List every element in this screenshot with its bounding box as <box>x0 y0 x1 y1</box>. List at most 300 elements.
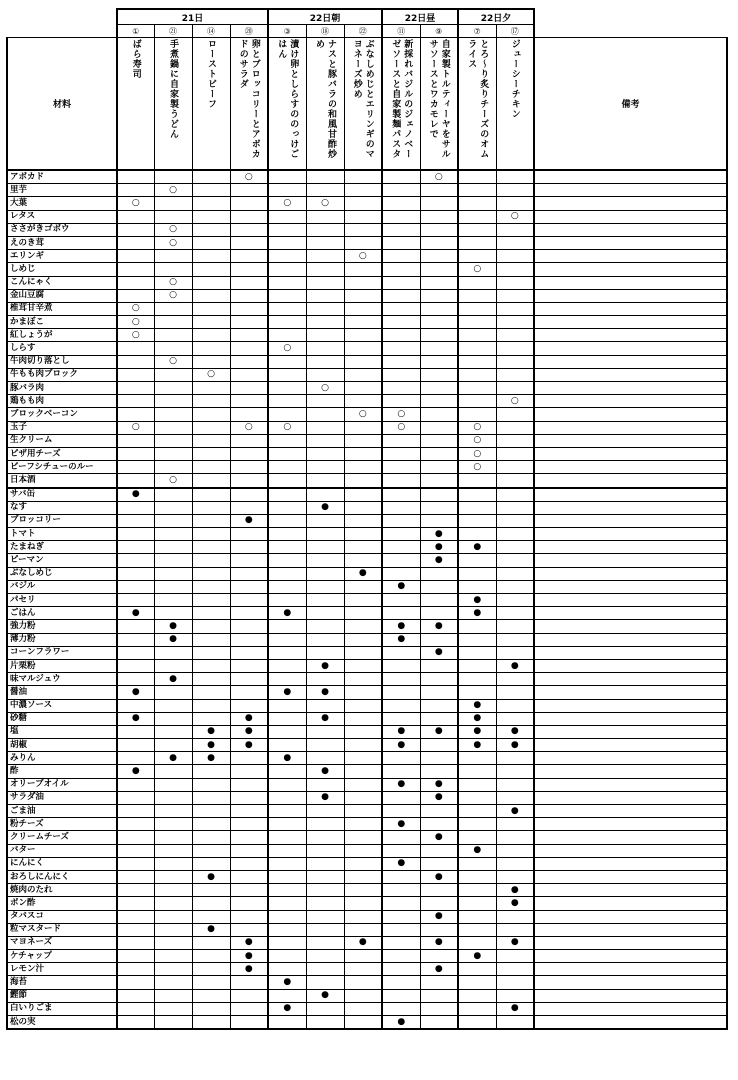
usage-mark <box>268 884 306 897</box>
usage-mark: ● <box>154 673 192 686</box>
usage-mark: ● <box>306 659 344 672</box>
notes-cell <box>534 408 727 421</box>
usage-mark <box>344 263 382 276</box>
notes-cell <box>534 223 727 236</box>
usage-mark <box>306 805 344 818</box>
usage-mark: ● <box>382 1016 420 1030</box>
notes-cell <box>534 474 727 488</box>
usage-mark <box>192 818 230 831</box>
usage-mark: ● <box>192 739 230 752</box>
usage-mark <box>230 673 268 686</box>
usage-mark <box>496 831 534 844</box>
usage-mark <box>496 989 534 1002</box>
usage-mark <box>344 355 382 368</box>
usage-mark <box>458 329 496 342</box>
usage-mark <box>268 170 306 184</box>
dish-name: 自家製トルティーヤをサルサソースとワカモレで <box>427 39 450 159</box>
table-row <box>7 712 727 725</box>
notes-cell <box>534 963 727 976</box>
ingredient-name: なす <box>7 501 117 514</box>
usage-mark <box>154 989 192 1002</box>
usage-mark <box>154 831 192 844</box>
notes-cell <box>534 514 727 527</box>
notes-cell <box>534 434 727 447</box>
usage-mark <box>306 236 344 249</box>
ingredient-name: えのき茸 <box>7 236 117 249</box>
usage-mark <box>268 580 306 593</box>
dish-header-cell <box>496 38 534 171</box>
table-row <box>7 395 727 408</box>
usage-mark: ● <box>382 818 420 831</box>
usage-mark: ● <box>420 541 458 554</box>
table-row <box>7 382 727 395</box>
table-row <box>7 329 727 342</box>
usage-mark <box>154 434 192 447</box>
usage-mark <box>154 686 192 699</box>
usage-mark: ○ <box>117 421 154 434</box>
notes-cell <box>534 936 727 949</box>
usage-mark <box>117 276 154 289</box>
usage-mark <box>306 976 344 989</box>
usage-mark <box>192 302 230 315</box>
usage-mark <box>420 514 458 527</box>
dish-header-cell <box>458 38 496 171</box>
usage-mark <box>154 897 192 910</box>
usage-mark <box>344 884 382 897</box>
usage-mark <box>268 501 306 514</box>
usage-mark <box>268 302 306 315</box>
table-row <box>7 276 727 289</box>
usage-mark <box>458 936 496 949</box>
table-row <box>7 434 727 447</box>
usage-mark: ○ <box>117 197 154 210</box>
usage-mark <box>192 699 230 712</box>
usage-mark <box>420 976 458 989</box>
usage-mark <box>420 752 458 765</box>
usage-mark <box>306 434 344 447</box>
usage-mark <box>192 989 230 1002</box>
ingredient-name: ぶなしめじ <box>7 567 117 580</box>
usage-mark <box>230 223 268 236</box>
usage-mark <box>420 368 458 381</box>
usage-mark: ● <box>268 1002 306 1015</box>
usage-mark: ● <box>458 950 496 963</box>
ingredient-name: 酢 <box>7 765 117 778</box>
usage-mark <box>268 210 306 223</box>
notes-cell <box>534 989 727 1002</box>
usage-mark <box>496 263 534 276</box>
usage-mark <box>344 910 382 923</box>
table-row <box>7 805 727 818</box>
usage-mark <box>458 778 496 791</box>
usage-mark <box>458 528 496 541</box>
usage-mark <box>420 263 458 276</box>
notes-blank <box>534 25 727 38</box>
usage-mark <box>306 355 344 368</box>
usage-mark <box>117 395 154 408</box>
usage-mark <box>344 528 382 541</box>
usage-mark <box>458 236 496 249</box>
usage-mark <box>117 923 154 936</box>
usage-mark <box>306 897 344 910</box>
usage-mark <box>154 725 192 738</box>
usage-mark <box>382 976 420 989</box>
usage-mark <box>192 474 230 488</box>
dish-number: ㉒ <box>344 25 382 38</box>
usage-mark <box>268 1016 306 1030</box>
usage-mark <box>458 989 496 1002</box>
usage-mark: ● <box>420 910 458 923</box>
usage-mark <box>268 659 306 672</box>
usage-mark <box>344 857 382 870</box>
notes-cell <box>534 197 727 210</box>
usage-mark <box>496 501 534 514</box>
usage-mark <box>382 263 420 276</box>
usage-mark <box>117 805 154 818</box>
usage-mark <box>382 752 420 765</box>
usage-mark: ○ <box>117 329 154 342</box>
usage-mark <box>496 673 534 686</box>
usage-mark <box>306 910 344 923</box>
ingredient-name: パセリ <box>7 594 117 607</box>
usage-mark <box>382 316 420 329</box>
usage-mark <box>154 1002 192 1015</box>
usage-mark <box>344 963 382 976</box>
usage-mark <box>496 620 534 633</box>
table-row <box>7 857 727 870</box>
usage-mark <box>268 236 306 249</box>
usage-mark <box>344 316 382 329</box>
usage-mark <box>230 752 268 765</box>
usage-mark <box>382 541 420 554</box>
usage-mark <box>230 302 268 315</box>
ingredient-name: オリーブオイル <box>7 778 117 791</box>
usage-mark <box>382 395 420 408</box>
usage-mark <box>154 857 192 870</box>
notes-cell <box>534 250 727 263</box>
usage-mark <box>117 461 154 474</box>
usage-mark <box>496 474 534 488</box>
usage-mark <box>192 791 230 804</box>
usage-mark <box>306 752 344 765</box>
usage-mark <box>230 646 268 659</box>
usage-mark: ○ <box>382 408 420 421</box>
notes-blank <box>534 9 727 25</box>
usage-mark <box>458 870 496 883</box>
usage-mark <box>458 316 496 329</box>
usage-mark <box>344 541 382 554</box>
usage-mark <box>192 884 230 897</box>
ingredient-name: サバ缶 <box>7 488 117 502</box>
usage-mark <box>230 236 268 249</box>
usage-mark <box>192 554 230 567</box>
notes-cell <box>534 897 727 910</box>
usage-mark <box>268 989 306 1002</box>
usage-mark <box>192 236 230 249</box>
usage-mark <box>420 818 458 831</box>
usage-mark <box>420 765 458 778</box>
usage-mark <box>382 673 420 686</box>
usage-mark <box>192 541 230 554</box>
usage-mark <box>117 950 154 963</box>
notes-cell <box>534 501 727 514</box>
usage-mark <box>344 897 382 910</box>
usage-mark <box>306 633 344 646</box>
usage-mark <box>268 870 306 883</box>
usage-mark <box>344 184 382 197</box>
usage-mark <box>117 646 154 659</box>
usage-mark <box>382 170 420 184</box>
usage-mark <box>344 778 382 791</box>
usage-mark <box>306 725 344 738</box>
usage-mark: ● <box>496 884 534 897</box>
usage-mark <box>230 791 268 804</box>
usage-mark <box>382 831 420 844</box>
usage-mark <box>382 1002 420 1015</box>
usage-mark <box>230 844 268 857</box>
usage-mark <box>382 289 420 302</box>
usage-mark <box>268 712 306 725</box>
notes-cell <box>534 289 727 302</box>
notes-cell <box>534 1002 727 1015</box>
usage-mark: ● <box>230 950 268 963</box>
usage-mark <box>268 699 306 712</box>
table-row <box>7 659 727 672</box>
usage-mark <box>268 567 306 580</box>
usage-mark <box>306 528 344 541</box>
usage-mark <box>496 447 534 460</box>
usage-mark <box>420 686 458 699</box>
ingredient-name: ビーフシチューのルー <box>7 461 117 474</box>
usage-mark <box>192 594 230 607</box>
notes-cell <box>534 554 727 567</box>
usage-mark <box>117 567 154 580</box>
usage-mark <box>382 302 420 315</box>
usage-mark <box>268 289 306 302</box>
usage-mark <box>117 580 154 593</box>
usage-mark <box>344 818 382 831</box>
usage-mark <box>154 447 192 460</box>
usage-mark <box>420 434 458 447</box>
usage-mark <box>154 263 192 276</box>
usage-mark: ○ <box>306 197 344 210</box>
usage-mark <box>420 673 458 686</box>
usage-mark <box>344 1016 382 1030</box>
dish-name: 漬け卵としらすののっけごはん <box>276 39 299 159</box>
usage-mark <box>306 620 344 633</box>
day-label: 22日朝 <box>268 9 382 25</box>
usage-mark <box>154 408 192 421</box>
usage-mark <box>382 712 420 725</box>
usage-mark <box>230 594 268 607</box>
usage-mark <box>117 382 154 395</box>
usage-mark: ● <box>382 725 420 738</box>
usage-mark: ● <box>496 897 534 910</box>
usage-mark <box>458 567 496 580</box>
usage-mark: ● <box>496 805 534 818</box>
usage-mark: ○ <box>154 289 192 302</box>
usage-mark <box>420 923 458 936</box>
usage-mark <box>420 844 458 857</box>
usage-mark <box>230 897 268 910</box>
usage-mark <box>230 831 268 844</box>
usage-mark <box>268 514 306 527</box>
usage-mark <box>117 884 154 897</box>
usage-mark <box>306 607 344 620</box>
table-row <box>7 870 727 883</box>
notes-cell <box>534 528 727 541</box>
ingredient-name: ブロッコリー <box>7 514 117 527</box>
usage-mark <box>458 210 496 223</box>
usage-mark <box>382 342 420 355</box>
usage-mark: ○ <box>458 461 496 474</box>
usage-mark <box>230 329 268 342</box>
usage-mark <box>420 607 458 620</box>
usage-mark: ○ <box>458 447 496 460</box>
usage-mark <box>306 870 344 883</box>
usage-mark <box>117 699 154 712</box>
usage-mark <box>268 950 306 963</box>
dish-name: とろ〜り炙りチーズのオムライス <box>466 39 489 159</box>
usage-mark <box>496 355 534 368</box>
usage-mark <box>420 447 458 460</box>
notes-cell <box>534 699 727 712</box>
usage-mark <box>306 289 344 302</box>
usage-mark: ● <box>420 554 458 567</box>
usage-mark <box>192 910 230 923</box>
usage-mark: ● <box>420 870 458 883</box>
notes-cell <box>534 607 727 620</box>
usage-mark <box>306 342 344 355</box>
usage-mark <box>117 170 154 184</box>
ingredient-name: アボカド <box>7 170 117 184</box>
usage-mark <box>268 184 306 197</box>
usage-mark: ● <box>420 831 458 844</box>
usage-mark: ● <box>382 633 420 646</box>
table-row <box>7 989 727 1002</box>
ingredient-name: 豚バラ肉 <box>7 382 117 395</box>
usage-mark <box>458 646 496 659</box>
usage-mark <box>306 184 344 197</box>
table-row <box>7 923 727 936</box>
usage-mark <box>420 488 458 502</box>
usage-mark <box>154 382 192 395</box>
usage-mark <box>117 936 154 949</box>
usage-mark <box>192 461 230 474</box>
usage-mark <box>306 421 344 434</box>
usage-mark <box>382 554 420 567</box>
usage-mark <box>230 408 268 421</box>
usage-mark <box>496 607 534 620</box>
usage-mark <box>230 541 268 554</box>
dish-header-cell <box>382 38 420 171</box>
usage-mark <box>306 368 344 381</box>
usage-mark <box>344 989 382 1002</box>
ingredient-name: にんにく <box>7 857 117 870</box>
usage-mark <box>458 884 496 897</box>
usage-mark <box>154 567 192 580</box>
notes-column-header: 備考 <box>534 38 727 171</box>
usage-mark <box>458 342 496 355</box>
usage-mark <box>306 276 344 289</box>
usage-mark <box>420 197 458 210</box>
ingredient-name: タバスコ <box>7 910 117 923</box>
usage-mark <box>496 434 534 447</box>
usage-mark <box>192 210 230 223</box>
usage-mark: ● <box>458 725 496 738</box>
usage-mark <box>230 395 268 408</box>
notes-cell <box>534 594 727 607</box>
table-row <box>7 897 727 910</box>
usage-mark <box>420 580 458 593</box>
usage-mark <box>117 1002 154 1015</box>
usage-mark <box>268 857 306 870</box>
usage-mark <box>496 197 534 210</box>
usage-mark <box>306 210 344 223</box>
usage-mark <box>458 355 496 368</box>
dish-header-cell <box>268 38 306 171</box>
ingredient-name: ささがきゴボウ <box>7 223 117 236</box>
notes-cell <box>534 329 727 342</box>
usage-mark <box>192 514 230 527</box>
usage-mark <box>344 210 382 223</box>
usage-mark <box>192 382 230 395</box>
usage-mark <box>268 831 306 844</box>
usage-mark <box>344 699 382 712</box>
usage-mark <box>382 382 420 395</box>
usage-mark <box>117 752 154 765</box>
usage-mark <box>192 355 230 368</box>
usage-mark <box>344 831 382 844</box>
usage-mark <box>344 739 382 752</box>
dish-header-cell <box>344 38 382 171</box>
usage-mark <box>496 236 534 249</box>
table-row <box>7 250 727 263</box>
usage-mark: ● <box>306 712 344 725</box>
usage-mark <box>382 950 420 963</box>
usage-mark <box>117 725 154 738</box>
usage-mark <box>268 447 306 460</box>
table-row <box>7 408 727 421</box>
usage-mark <box>458 765 496 778</box>
usage-mark <box>268 434 306 447</box>
usage-mark <box>192 1002 230 1015</box>
usage-mark <box>154 923 192 936</box>
usage-mark <box>230 528 268 541</box>
usage-mark <box>268 818 306 831</box>
dish-name: ナスと豚バラの和風甘酢炒め <box>314 39 336 159</box>
usage-mark <box>306 778 344 791</box>
ingredient-name: 金山豆腐 <box>7 289 117 302</box>
usage-mark <box>117 210 154 223</box>
usage-mark <box>230 923 268 936</box>
notes-cell <box>534 633 727 646</box>
ingredient-name: 粒マスタード <box>7 923 117 936</box>
usage-mark <box>154 170 192 184</box>
usage-mark <box>420 316 458 329</box>
usage-mark <box>230 316 268 329</box>
usage-mark <box>420 594 458 607</box>
usage-mark <box>344 870 382 883</box>
usage-mark <box>192 488 230 502</box>
usage-mark <box>117 474 154 488</box>
ingredient-name: 塩 <box>7 725 117 738</box>
usage-mark <box>268 395 306 408</box>
usage-mark <box>496 580 534 593</box>
usage-mark <box>117 342 154 355</box>
usage-mark: ○ <box>154 276 192 289</box>
usage-mark <box>268 316 306 329</box>
